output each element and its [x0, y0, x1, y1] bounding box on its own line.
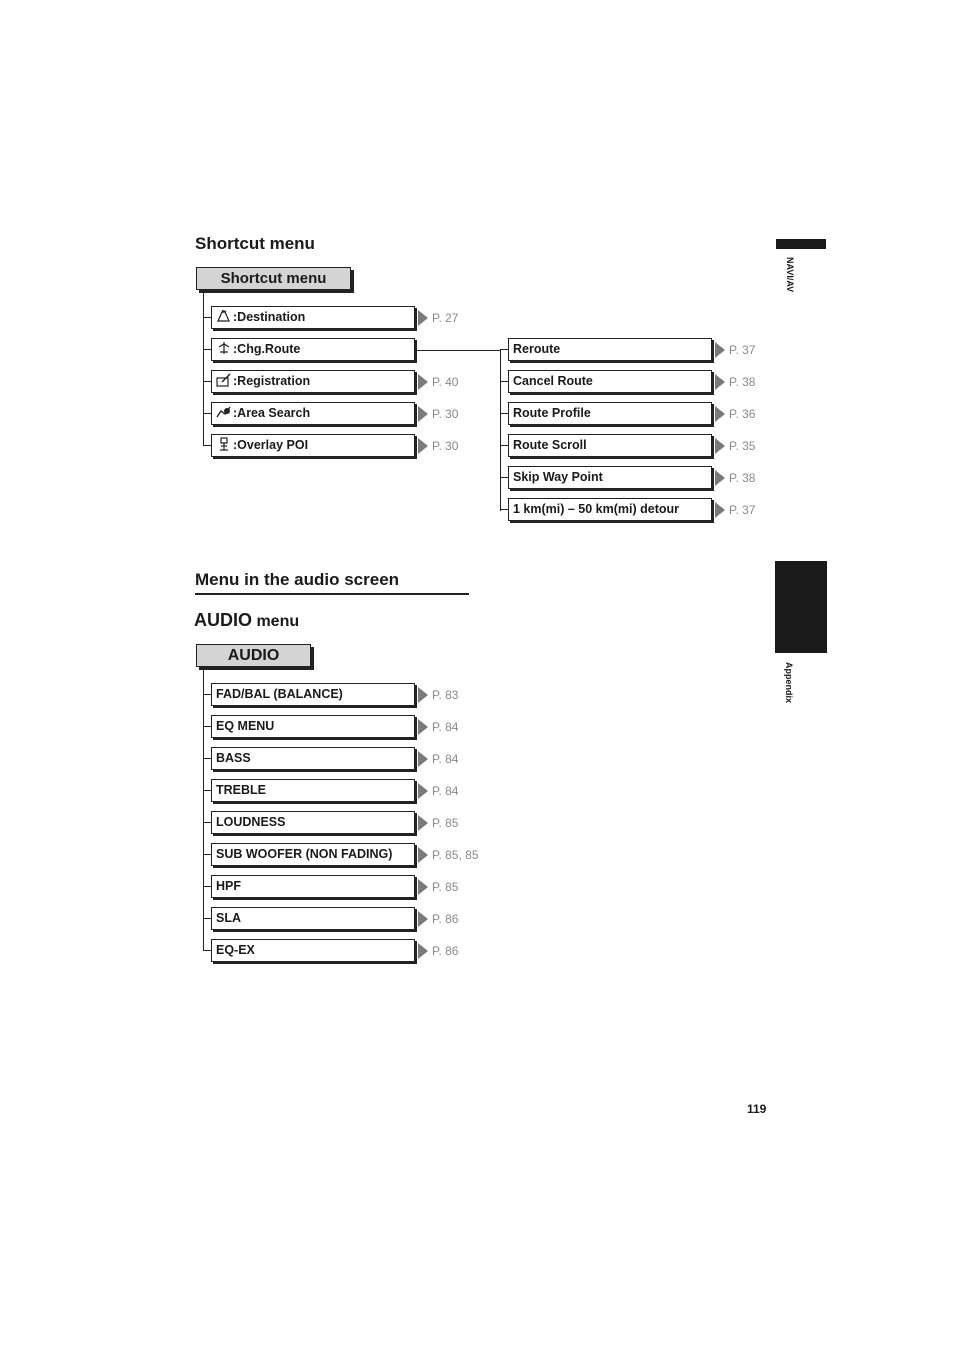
register-icon: [216, 373, 232, 387]
chg-route-sub-item-label: Route Profile: [513, 406, 591, 420]
audio-item[interactable]: [211, 939, 415, 962]
audio-tree-branch: [203, 726, 211, 727]
shortcut-tree-branch: [203, 349, 211, 350]
chg-route-sub-item[interactable]: [508, 402, 712, 425]
shortcut-page-ref: P. 30: [432, 439, 459, 453]
page-arrow-icon: [418, 438, 428, 454]
audio-menu-subtitle-bold: AUDIO: [194, 610, 252, 630]
area-search-icon: [216, 405, 232, 419]
sub-tree-branch: [500, 349, 508, 350]
page-arrow-icon: [715, 470, 725, 486]
audio-section-title: Menu in the audio screen: [195, 570, 400, 589]
shortcut-tree-branch: [203, 445, 211, 446]
page-arrow-icon: [715, 406, 725, 422]
audio-tree-branch: [203, 950, 211, 951]
shortcut-item[interactable]: [211, 306, 415, 329]
page-arrow-icon: [418, 374, 428, 390]
audio-item-label: SLA: [216, 911, 241, 925]
shortcut-page-ref: P. 30: [432, 407, 459, 421]
shortcut-tree-branch: [203, 381, 211, 382]
shortcut-item[interactable]: [211, 338, 415, 361]
shortcut-tree-branch: [203, 317, 211, 318]
shortcut-item-label: :Overlay POI: [233, 438, 309, 452]
chg-route-sub-item-label: Cancel Route: [513, 374, 593, 388]
audio-item-label: TREBLE: [216, 783, 266, 797]
audio-item[interactable]: [211, 811, 415, 834]
page-arrow-icon: [418, 815, 428, 831]
chg-route-sub-item[interactable]: [508, 466, 712, 489]
audio-section-underline: [195, 593, 469, 595]
audio-page-ref: P. 85: [432, 816, 459, 830]
audio-menu-header: AUDIO: [196, 644, 311, 667]
shortcut-page-ref: P. 27: [432, 311, 459, 325]
audio-item[interactable]: [211, 747, 415, 770]
audio-tree-branch: [203, 694, 211, 695]
audio-page-ref: P. 84: [432, 752, 459, 766]
shortcut-tree-branch: [203, 413, 211, 414]
audio-item-label: BASS: [216, 751, 251, 765]
chg-route-sub-page-ref: P. 38: [729, 375, 756, 389]
audio-tree-branch: [203, 854, 211, 855]
audio-page-ref: P. 84: [432, 784, 459, 798]
audio-item-label: HPF: [216, 879, 241, 893]
page-number: 119: [747, 1102, 767, 1116]
page-arrow-icon: [418, 310, 428, 326]
shortcut-item-label: :Registration: [233, 374, 311, 388]
audio-item[interactable]: [211, 779, 415, 802]
navi-av-tab-label: NAVI/AV: [785, 257, 795, 293]
chg-route-sub-page-ref: P. 38: [729, 471, 756, 485]
shortcut-item-label: :Destination: [233, 310, 306, 324]
route-change-icon: [216, 341, 232, 355]
shortcut-page-ref: P. 40: [432, 375, 459, 389]
chg-route-sub-page-ref: P. 37: [729, 503, 756, 517]
audio-page-ref: P. 86: [432, 944, 459, 958]
page-arrow-icon: [418, 719, 428, 735]
chg-route-sub-item[interactable]: [508, 434, 712, 457]
audio-item-label: EQ-EX: [216, 943, 255, 957]
chg-route-sub-page-ref: P. 36: [729, 407, 756, 421]
audio-tree-branch: [203, 918, 211, 919]
chg-route-sub-item-label: Skip Way Point: [513, 470, 603, 484]
audio-item-label: SUB WOOFER (NON FADING): [216, 847, 393, 861]
page-arrow-icon: [715, 342, 725, 358]
chg-route-sub-item[interactable]: [508, 338, 712, 361]
page-arrow-icon: [418, 847, 428, 863]
page-arrow-icon: [418, 687, 428, 703]
audio-item-label: FAD/BAL (BALANCE): [216, 687, 343, 701]
shortcut-item-label: :Area Search: [233, 406, 311, 420]
shortcut-tree-trunk: [203, 290, 204, 445]
sub-tree-branch: [500, 509, 508, 510]
chg-route-sub-item-label: Route Scroll: [513, 438, 587, 452]
appendix-tab-label: Appendix: [784, 662, 794, 704]
page-arrow-icon: [418, 911, 428, 927]
navi-av-tab-bar: [776, 239, 826, 249]
sub-tree-branch: [500, 381, 508, 382]
audio-item-label: LOUDNESS: [216, 815, 286, 829]
page-arrow-icon: [715, 502, 725, 518]
audio-item-label: EQ MENU: [216, 719, 275, 733]
audio-tree-branch: [203, 822, 211, 823]
sub-tree-branch: [500, 413, 508, 414]
audio-tree-branch: [203, 790, 211, 791]
sub-tree-trunk: [500, 350, 501, 511]
page-arrow-icon: [418, 783, 428, 799]
audio-item[interactable]: [211, 907, 415, 930]
audio-item[interactable]: [211, 843, 415, 866]
audio-tree-branch: [203, 886, 211, 887]
audio-item[interactable]: [211, 683, 415, 706]
audio-tree-branch: [203, 758, 211, 759]
sub-tree-branch: [500, 477, 508, 478]
chg-route-sub-page-ref: P. 37: [729, 343, 756, 357]
appendix-tab-block: [775, 561, 827, 653]
audio-page-ref: P. 85, 85: [432, 848, 479, 862]
audio-item[interactable]: [211, 715, 415, 738]
audio-page-ref: P. 86: [432, 912, 459, 926]
audio-menu-subtitle-rest: menu: [252, 613, 300, 630]
flag-car-icon: [216, 309, 232, 323]
chg-route-sub-item-label: 1 km(mi) – 50 km(mi) detour: [513, 502, 680, 516]
page-arrow-icon: [715, 438, 725, 454]
audio-page-ref: P. 85: [432, 880, 459, 894]
shortcut-item[interactable]: [211, 402, 415, 425]
chg-route-sub-page-ref: P. 35: [729, 439, 756, 453]
sub-tree-branch: [500, 445, 508, 446]
audio-item[interactable]: [211, 875, 415, 898]
page-arrow-icon: [715, 374, 725, 390]
audio-menu-subtitle: [194, 610, 299, 631]
page-arrow-icon: [418, 406, 428, 422]
audio-page-ref: P. 83: [432, 688, 459, 702]
poi-icon: [216, 437, 232, 451]
shortcut-item[interactable]: [211, 370, 415, 393]
shortcut-item-label: :Chg.Route: [233, 342, 301, 356]
audio-page-ref: P. 84: [432, 720, 459, 734]
chg-route-sub-item[interactable]: [508, 370, 712, 393]
chg-route-sub-item[interactable]: [508, 498, 712, 521]
chg-route-connector: [415, 350, 500, 351]
shortcut-item[interactable]: [211, 434, 415, 457]
page-arrow-icon: [418, 943, 428, 959]
page-arrow-icon: [418, 879, 428, 895]
audio-tree-trunk: [203, 667, 204, 951]
shortcut-section-title: Shortcut menu: [195, 234, 315, 253]
page-arrow-icon: [418, 751, 428, 767]
shortcut-menu-header: Shortcut menu: [196, 267, 351, 290]
chg-route-sub-item-label: Reroute: [513, 342, 561, 356]
